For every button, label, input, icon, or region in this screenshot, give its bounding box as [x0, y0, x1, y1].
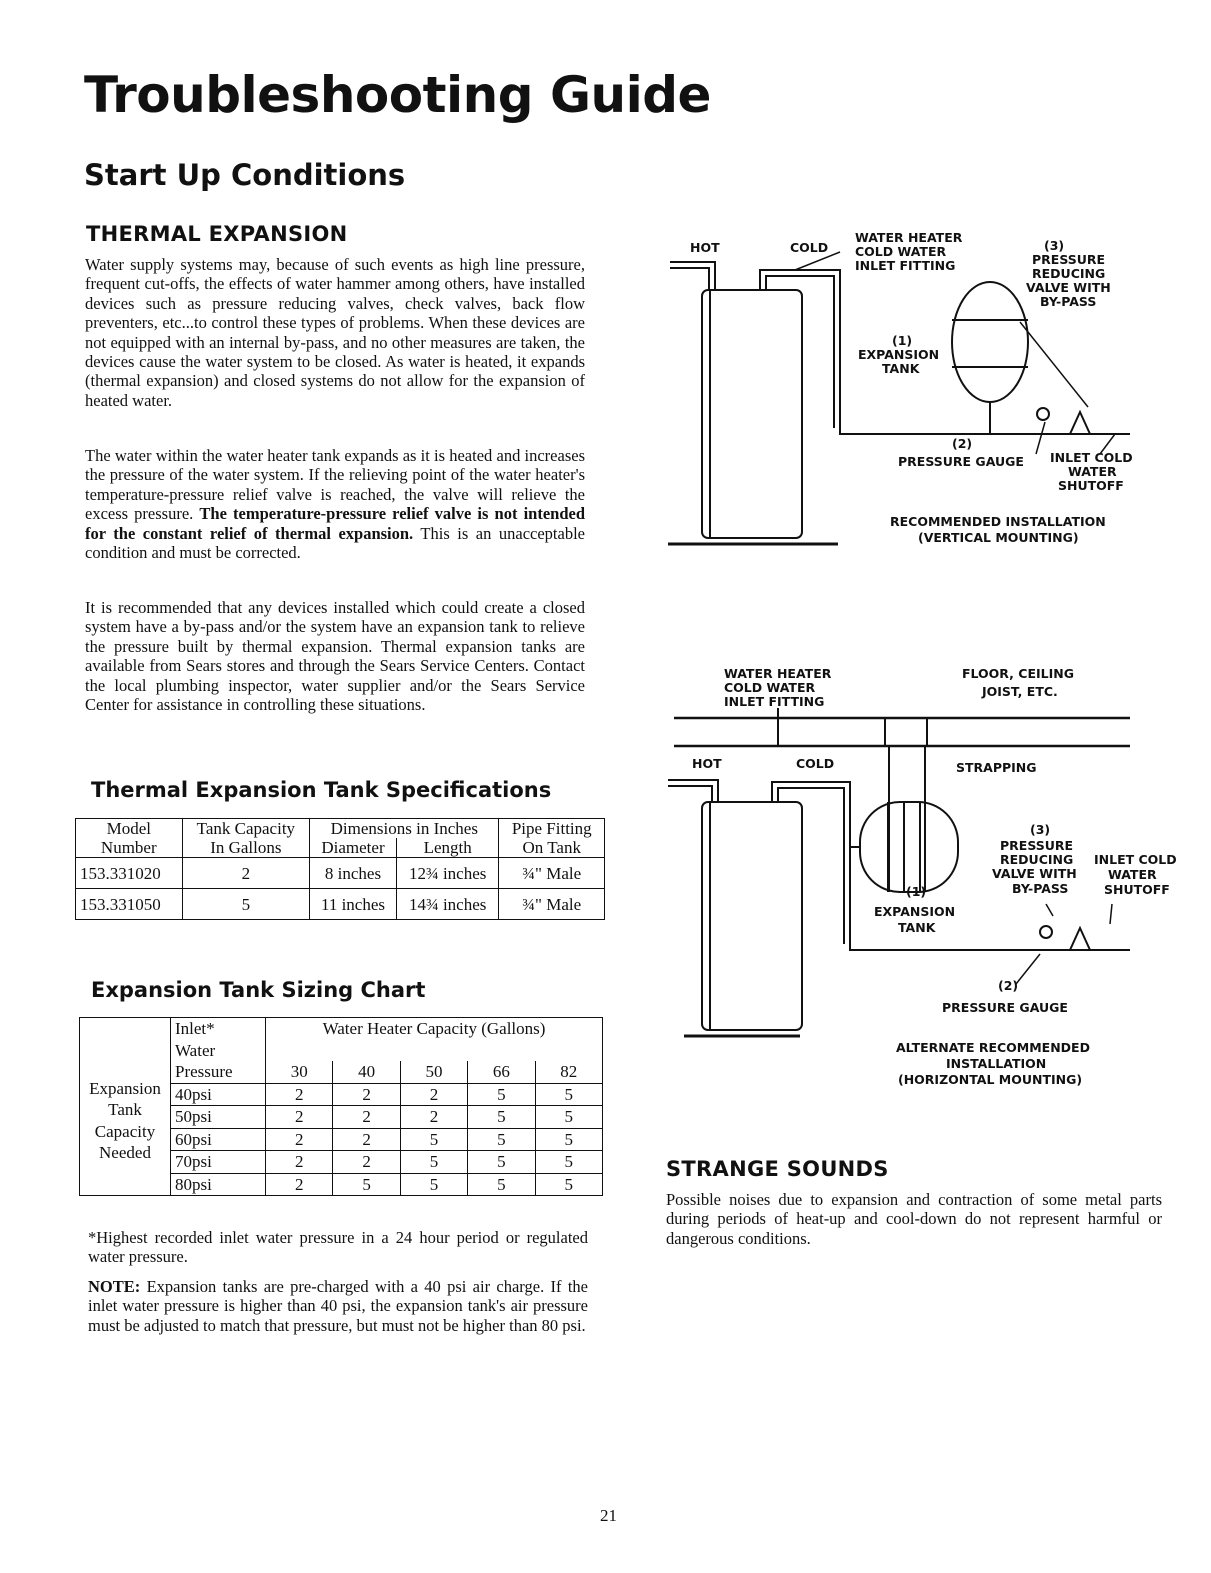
diagram1-tank-label-3: TANK [882, 361, 920, 376]
sizing-table [79, 1017, 603, 1196]
sizing-capacity: 82 [535, 1061, 603, 1083]
spec-table-header-row [76, 819, 605, 839]
diagram2-caption-3: (HORIZONTAL MOUNTING) [898, 1072, 1083, 1087]
diagram2-tank-label-2: EXPANSION [874, 904, 956, 919]
diagram2-inlet-label-2: COLD WATER [724, 680, 816, 695]
sizing-row-label-2: Tank [108, 1100, 142, 1119]
sizing-capacity: 66 [468, 1061, 535, 1083]
horizontal-installation-diagram [660, 662, 1185, 1102]
sizing-value: 5 [535, 1173, 603, 1196]
expansion-tank [952, 282, 1028, 402]
diagram2-floor-label-2: JOIST, ETC. [982, 684, 1058, 699]
spec-cell-length: 14¾ inches [396, 889, 499, 920]
diagram1-gauge-label: PRESSURE GAUGE [898, 454, 1024, 469]
sizing-value: 5 [468, 1083, 535, 1106]
water-heater-tank [702, 290, 802, 538]
sizing-row-label-3: Capacity [94, 1121, 156, 1141]
sizing-value: 2 [400, 1083, 467, 1106]
spec-header-dimensions: Dimensions in Inches [310, 819, 499, 839]
spec-cell-model: 153.331020 [76, 858, 183, 889]
thermal-expansion-heading: THERMAL EXPANSION [86, 222, 348, 246]
diagram2-prv-label-4: VALVE WITH [992, 866, 1077, 881]
spec-table-heading: Thermal Expansion Tank Specifications [91, 778, 552, 802]
hot-pipe-2 [668, 780, 718, 802]
diagram1-inlet-label-1: WATER HEATER [855, 230, 963, 245]
diagram2-inlet-label-1: WATER HEATER [724, 666, 832, 681]
spec-header-model-2: Number [100, 838, 157, 857]
sizing-footnote: *Highest recorded inlet water pressure in a 24 hour period or regulated water pressure. [88, 1228, 588, 1267]
spec-header-capacity-1: Tank Capacity [196, 819, 296, 838]
sizing-pressure: 40psi [171, 1083, 266, 1106]
diagram1-caption-2: (VERTICAL MOUNTING) [918, 530, 1079, 545]
spec-cell-pipe: ¾" Male [499, 889, 605, 920]
prv-symbol-2 [1070, 928, 1090, 950]
sizing-value: 5 [400, 1128, 467, 1151]
diagram2-gauge-label: PRESSURE GAUGE [942, 1000, 1068, 1015]
spec-cell-capacity: 5 [182, 889, 310, 920]
spec-cell-capacity: 2 [182, 858, 310, 889]
sizing-row-label-4: Needed [99, 1143, 151, 1162]
diagram2-shutoff-label-2: WATER [1108, 867, 1157, 882]
diagram2-cold-label: COLD [796, 756, 835, 771]
sizing-capacity: 40 [333, 1061, 400, 1083]
sizing-value: 2 [333, 1106, 400, 1129]
sizing-inlet-header-2: Water [175, 1040, 216, 1060]
diagram2-tank-label-1: (1) [906, 884, 927, 899]
vertical-installation-diagram [660, 222, 1140, 562]
sizing-value: 2 [400, 1106, 467, 1129]
sizing-inlet-header-3: Pressure [175, 1062, 233, 1081]
sizing-value: 2 [266, 1151, 333, 1174]
sizing-row-label-1: Expansion [89, 1078, 161, 1098]
diagram2-floor-label-1: FLOOR, CEILING [962, 666, 1074, 681]
note-label: NOTE: [88, 1277, 141, 1296]
spec-table [75, 818, 605, 920]
diagram1-shutoff-label-3: SHUTOFF [1058, 478, 1124, 493]
sizing-value: 2 [266, 1083, 333, 1106]
sizing-value: 5 [535, 1151, 603, 1174]
diagram1-hot-label: HOT [690, 240, 720, 255]
diagram1-shutoff-label-1: INLET COLD [1050, 450, 1133, 465]
diagram1-prv-label-2: PRESSURE [1032, 252, 1106, 267]
diagram2-gauge-num: (2) [998, 978, 1019, 993]
diagram1-prv-label-4: VALVE WITH [1026, 280, 1111, 295]
sizing-pressure: 80psi [171, 1173, 266, 1196]
spec-header-capacity [182, 819, 310, 858]
note-text: Expansion tanks are pre-charged with a 40 psi air charge. If the inlet water pressure is higher than 40 psi, the expansion tank's air pressure must be adjusted to match that pressure, but must not be higher than 80 psi. [88, 1277, 588, 1335]
sizing-value: 2 [266, 1106, 333, 1129]
sizing-pressure: 70psi [171, 1151, 266, 1174]
sizing-chart-heading: Expansion Tank Sizing Chart [91, 978, 426, 1002]
diagram2-inlet-label-3: INLET FITTING [724, 694, 825, 709]
sizing-value: 5 [468, 1173, 535, 1196]
page-number: 21 [600, 1506, 617, 1525]
strange-sounds-text: Possible noises due to expansion and contraction of some metal parts during periods of heat-up and cool-down do not represent harmful or dangerous conditions. [666, 1190, 1162, 1248]
diagram2-caption-2: INSTALLATION [946, 1056, 1047, 1071]
diagram2-prv-label-3: REDUCING [1000, 852, 1074, 867]
spec-cell-length: 12¾ inches [396, 858, 499, 889]
diagram1-prv-label-1: (3) [1044, 238, 1065, 253]
sizing-pressure: 50psi [171, 1106, 266, 1129]
sizing-pressure: 60psi [171, 1128, 266, 1151]
sizing-value: 5 [400, 1151, 467, 1174]
sizing-capacity: 30 [266, 1061, 333, 1083]
pressure-gauge-symbol-2 [1040, 926, 1052, 938]
diagram1-prv-label-5: BY-PASS [1040, 294, 1097, 309]
thermal-expansion-paragraph-3: It is recommended that any devices installed which could create a closed system have a by-pass and/or the system have an expansion tank to relieve the pressure built by thermal expansion. Thermal expansion tanks are available from Sears stores and through the Sears Service Centers. Contact the local plumbing inspector, water supplier and/or the Sears Service Center for assistance in controlling these situations. [85, 598, 585, 715]
spec-header-diameter: Diameter [310, 838, 397, 858]
diagram2-shutoff-label-3: SHUTOFF [1104, 882, 1170, 897]
sizing-value: 2 [266, 1128, 333, 1151]
sizing-row-label [80, 1018, 171, 1196]
sizing-value: 5 [535, 1106, 603, 1129]
diagram1-tank-label-2: EXPANSION [858, 347, 940, 362]
diagram2-prv-label-2: PRESSURE [1000, 838, 1074, 853]
table-row [76, 858, 605, 889]
water-heater-tank-2 [702, 802, 802, 1030]
diagram2-shutoff-label-1: INLET COLD [1094, 852, 1177, 867]
sizing-value: 2 [333, 1083, 400, 1106]
diagram2-tank-label-3: TANK [898, 920, 936, 935]
spec-header-pipe-1: Pipe Fitting [511, 819, 592, 838]
sizing-inlet-header [171, 1018, 266, 1084]
diagram1-cold-label: COLD [790, 240, 829, 255]
expansion-tank-horizontal [860, 802, 958, 892]
sizing-capacity: 50 [400, 1061, 467, 1083]
sizing-value: 2 [266, 1173, 333, 1196]
spec-header-capacity-2: In Gallons [210, 838, 282, 857]
sizing-value: 5 [535, 1128, 603, 1151]
diagram1-prv-label-3: REDUCING [1032, 266, 1106, 281]
sizing-value: 5 [333, 1173, 400, 1196]
diagram2-strapping-label: STRAPPING [956, 760, 1037, 775]
diagram2-hot-label: HOT [692, 756, 722, 771]
diagram1-tank-label-1: (1) [892, 333, 913, 348]
sizing-capacity-header: Water Heater Capacity (Gallons) [266, 1018, 603, 1062]
sizing-value: 5 [535, 1083, 603, 1106]
paragraph-2-bold: The temperature-pressure relief valve is not intended for the constant relief of thermal expansion. [85, 504, 585, 543]
sizing-header-row [80, 1018, 603, 1062]
spec-header-pipe-2: On Tank [522, 838, 581, 857]
sizing-value: 2 [333, 1151, 400, 1174]
thermal-expansion-paragraph-1: Water supply systems may, because of such events as high line pressure, frequent cut-offs, the effects of water hammer among others, have installed devices such as pressure reducing valves, check valves, back flow preventers, etc...to control these types of problems. When these devices are not equipped with an internal by-pass, and no other measures are taken, the devices cause the water system to be closed. As water is heated, it expands (thermal expansion) and closed systems do not allow for the expansion of heated water. [85, 255, 585, 410]
spec-cell-diameter: 8 inches [310, 858, 397, 889]
sizing-value: 2 [333, 1128, 400, 1151]
spec-cell-pipe: ¾" Male [499, 858, 605, 889]
table-row [76, 889, 605, 920]
paragraph-2-text-b: This is an unacceptable condition and must be corrected. [85, 523, 585, 563]
sizing-inlet-header-1: Inlet* [175, 1019, 215, 1038]
pressure-gauge-symbol [1037, 408, 1049, 420]
prv-symbol [1070, 412, 1090, 434]
spec-header-model-1: Model [106, 819, 151, 838]
page-title: Troubleshooting Guide [84, 66, 711, 124]
diagram2-prv-label-1: (3) [1030, 822, 1051, 837]
sizing-value: 5 [468, 1151, 535, 1174]
diagram1-inlet-label-2: COLD WATER [855, 244, 947, 259]
sizing-value: 5 [400, 1173, 467, 1196]
page-subtitle: Start Up Conditions [84, 158, 406, 192]
diagram1-shutoff-label-2: WATER [1068, 464, 1117, 479]
sizing-note [88, 1277, 588, 1335]
diagram1-gauge-num: (2) [952, 436, 973, 451]
paragraph-2-text-a: The water within the water heater tank expands as it is heated and increases the pressure of the water system. If the relieving point of the water heater's temperature-pressure relief valve is reached, the valve will relieve the excess pressure. [85, 446, 585, 524]
sizing-value: 5 [468, 1128, 535, 1151]
thermal-expansion-paragraph-2 [85, 446, 585, 562]
diagram1-inlet-label-3: INLET FITTING [855, 258, 956, 273]
spec-header-length: Length [396, 838, 499, 858]
diagram2-caption-1: ALTERNATE RECOMMENDED [896, 1040, 1090, 1055]
diagram2-prv-label-5: BY-PASS [1012, 881, 1069, 896]
strange-sounds-heading: STRANGE SOUNDS [666, 1157, 889, 1181]
spec-header-model [76, 819, 183, 858]
spec-cell-model: 153.331050 [76, 889, 183, 920]
spec-cell-diameter: 11 inches [310, 889, 397, 920]
spec-header-pipe [499, 819, 605, 858]
sizing-value: 5 [468, 1106, 535, 1129]
diagram1-caption-1: RECOMMENDED INSTALLATION [890, 514, 1106, 529]
